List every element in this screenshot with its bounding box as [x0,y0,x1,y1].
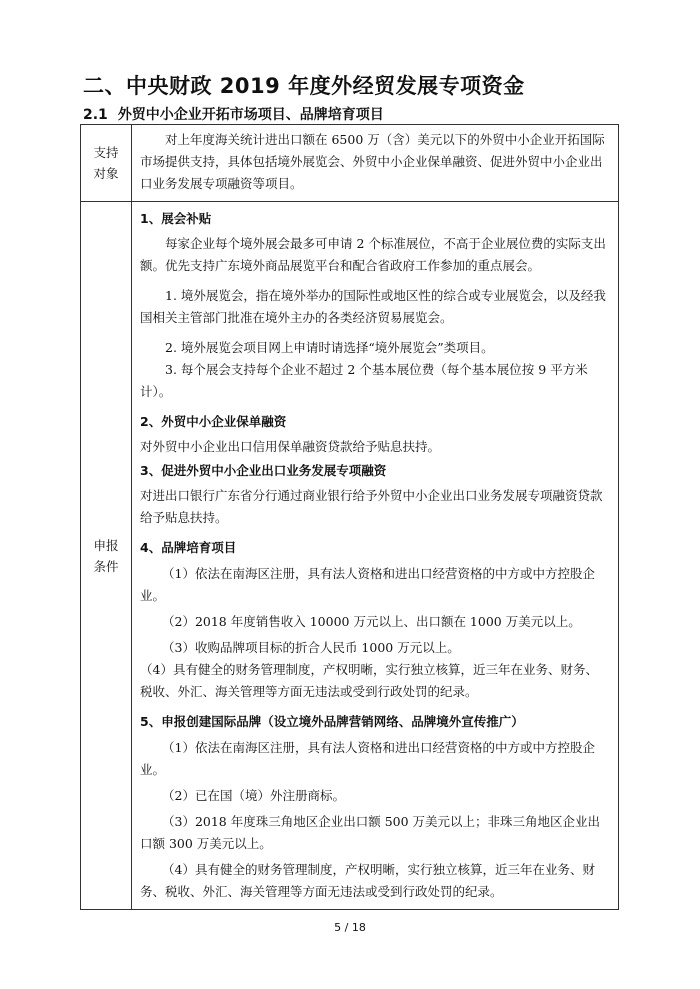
subsection-number: 2.1 [83,107,108,123]
s4-item-4: （4）具有健全的财务管理制度，产权明晰，实行独立核算，近三年在业务、财务、税收、外汇、海关管理等方面无违法或受到行政处罚的纪录。 [140,662,598,699]
s4-item-1: （1）依法在南海区注册，具有法人资格和进出口经营资格的中方或中方控股企业。 [140,566,595,603]
s4-item-3: （3）收购品牌项目标的折合人民币 1000 万元以上。 [162,640,460,655]
policy-table [80,124,619,910]
conditions-content [132,202,619,910]
s4-item-2: （2）2018 年度销售收入 10000 万元以上、出口额在 1000 万美元以上。 [162,614,581,629]
s5-item-1: （1）依法在南海区注册，具有法人资格和进出口经营资格的中方或中方控股企业。 [140,740,595,777]
support-text: 对上年度海关统计进出口额在 6500 万（含）美元以下的外贸中小企业开拓国际市场提供支持，具体包括境外展览会、外贸中小企业保单融资、促进外贸中小企业出口业务发展专项融资等项目。 [140,132,605,191]
s5-item-3: （3）2018 年度珠三角地区企业出口额 500 万美元以上；非珠三角地区企业出口额 300 万美元以上。 [140,814,601,851]
s1-item-2: 2. 境外展览会项目网上申请时请选择“境外展览会”类项目。 [165,340,494,355]
page-number: 5 / 18 [334,921,366,934]
s1-paragraph: 每家企业每个境外展会最多可申请 2 个标准展位，不高于企业展位费的实际支出额。优先支持广东境外商品展览平台和配合省政府工作参加的重点展会。 [140,236,606,273]
s1-item-3: 3. 每个展会支持每个企业不超过 2 个基本展位费（每个基本展位按 9 平方米计）。 [140,362,588,399]
section-title: 二、中央财政 2019 年度外经贸发展专项资金 [83,74,525,98]
subsection-title: 外贸中小企业开拓市场项目、品牌培育项目 [117,107,384,123]
conditions-row [81,202,619,910]
s4-title: 4、品牌培育项目 [140,540,237,555]
support-label: 支持 对象 [81,125,132,202]
s2-title: 2、外贸中小企业保单融资 [140,414,287,429]
s5-item-2: （2）已在国（境）外注册商标。 [162,788,345,803]
support-content [132,125,619,202]
subsection-heading [83,104,384,124]
support-row [81,125,619,202]
s3-paragraph: 对进出口银行广东省分行通过商业银行给予外贸中小企业出口业务发展专项融资贷款给予贴息扶持。 [140,488,603,525]
conditions-label: 申报 条件 [81,202,132,910]
s5-title: 5、申报创建国际品牌（设立境外品牌营销网络、品牌境外宣传推广） [140,714,524,729]
s5-item-4: （4）具有健全的财务管理制度，产权明晰，实行独立核算，近三年在业务、财务、税收、外汇、海关管理等方面无违法或受到行政处罚的纪录。 [140,862,595,899]
s3-title: 3、促进外贸中小企业出口业务发展专项融资 [140,463,387,478]
s2-paragraph: 对外贸中小企业出口信用保单融资贷款给予贴息扶持。 [140,439,441,454]
s1-item-1: 1. 境外展览会，指在境外举办的国际性或地区性的综合或专业展览会，以及经我国相关主管部门批准在境外主办的各类经济贸易展览会。 [140,288,606,325]
s1-title: 1、展会补贴 [140,211,212,226]
